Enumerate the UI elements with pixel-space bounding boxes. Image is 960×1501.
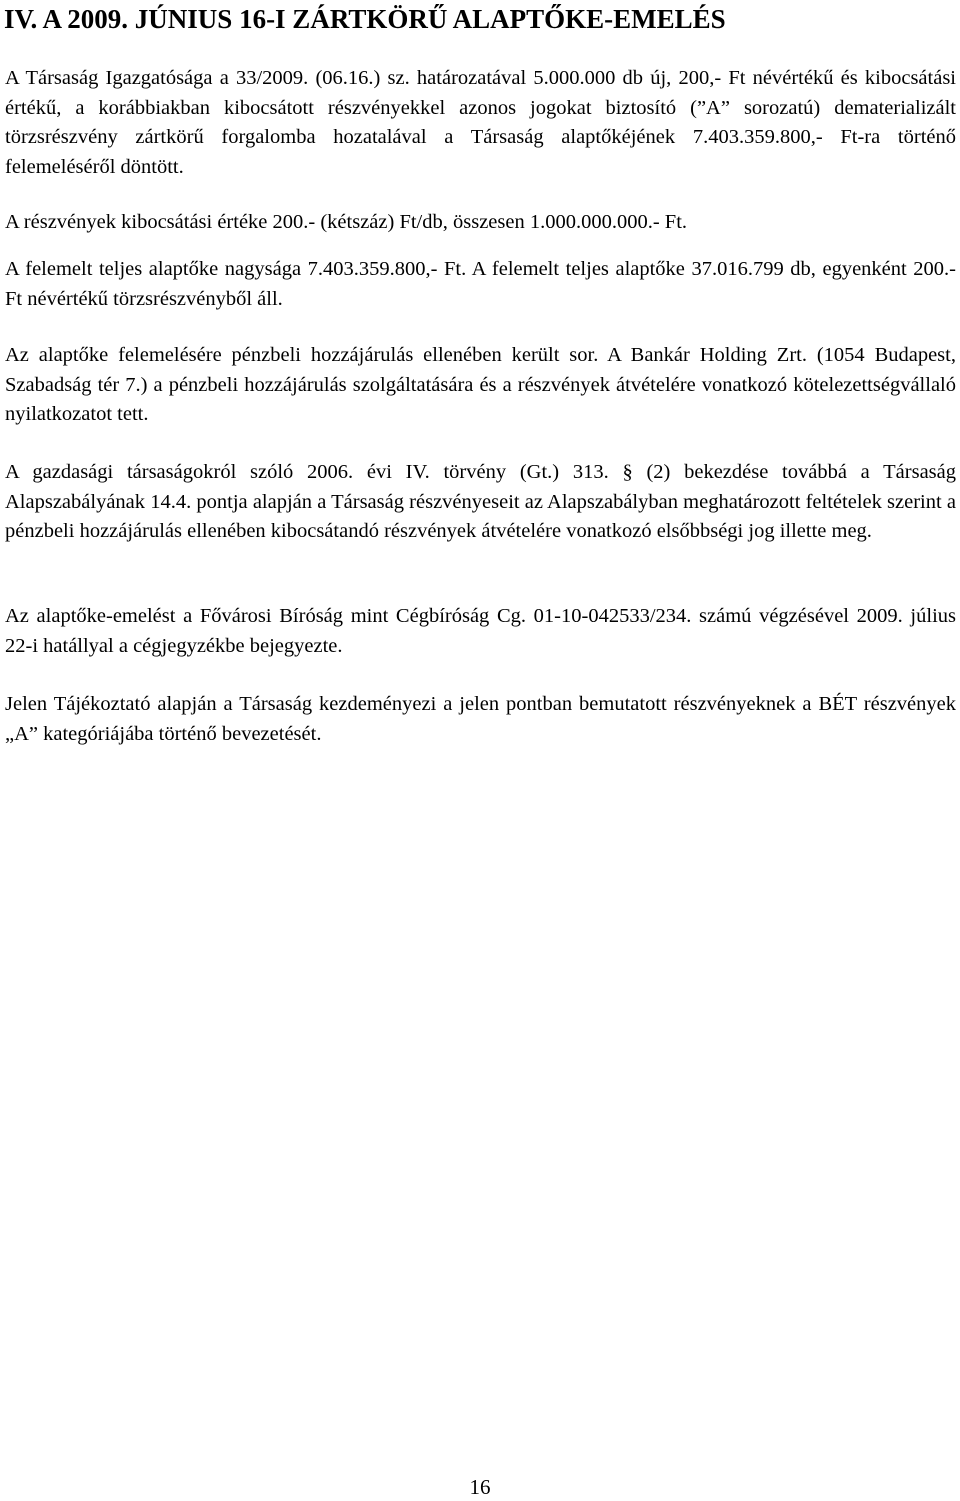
- paragraph-court-registration: Az alaptőke-emelést a Fővárosi Bíróság mint Cégbíróság Cg. 01-10-042533/234. számú végzésével 2009. július 22-i hatállyal a cégjegyzékbe bejegyezte.: [5, 605, 956, 657]
- paragraph-issue-value: A részvények kibocsátási értéke 200.- (kétszáz) Ft/db, összesen 1.000.000.000.- Ft.: [5, 211, 688, 233]
- paragraph-total-capital: A felemelt teljes alaptőke nagysága 7.403.359.800,- Ft. A felemelt teljes alaptőke 37.016.799 db, egyenként 200.- Ft névértékű törzsrészvényből áll.: [5, 258, 956, 310]
- paragraph-cash-contribution: Az alaptőke felemelésére pénzbeli hozzájárulás ellenében került sor. A Bankár Holding Zrt. (1054 Budapest, Szabadság tér 7.) a pénzbeli hozzájárulás szolgáltatására és a részvények átvételére vonatkozó kötelezettségvállaló nyilatkozatot tett.: [5, 344, 956, 425]
- paragraph-capital-increase-decision: A Társaság Igazgatósága a 33/2009. (06.16.) sz. határozatával 5.000.000 db új, 200,- Ft névértékű és kibocsátási értékű, a korábbiakban kibocsátott részvényekkel azonos jogokat biztosító (”A” sorozatú) dematerializált törzsrészvény zártkörű forgalomba hozatalával a Társaság alaptőkéjének 7.403.359.800,- Ft-ra történő felemeléséről döntött.: [5, 67, 956, 178]
- page-number: 16: [469, 1475, 491, 1499]
- paragraph-listing-initiation: Jelen Tájékoztató alapján a Társaság kezdeményezi a jelen pontban bemutatott részvényeknek a BÉT részvények „A” kategóriájába történő bevezetését.: [5, 693, 956, 745]
- paragraph-preemption-right: A gazdasági társaságokról szóló 2006. évi IV. törvény (Gt.) 313. § (2) bekezdése továbbá a Társaság Alapszabályának 14.4. pontja alapján a Társaság részvényeseit az Alapszabályban meghatározott feltételek szerint a pénzbeli hozzájárulás ellenében kibocsátandó részvények átvételére vonatkozó elsőbbségi jog illette meg.: [5, 461, 956, 542]
- section-heading: IV. A 2009. JÚNIUS 16-I ZÁRTKÖRŰ ALAPTŐKE-EMELÉS: [4, 4, 726, 34]
